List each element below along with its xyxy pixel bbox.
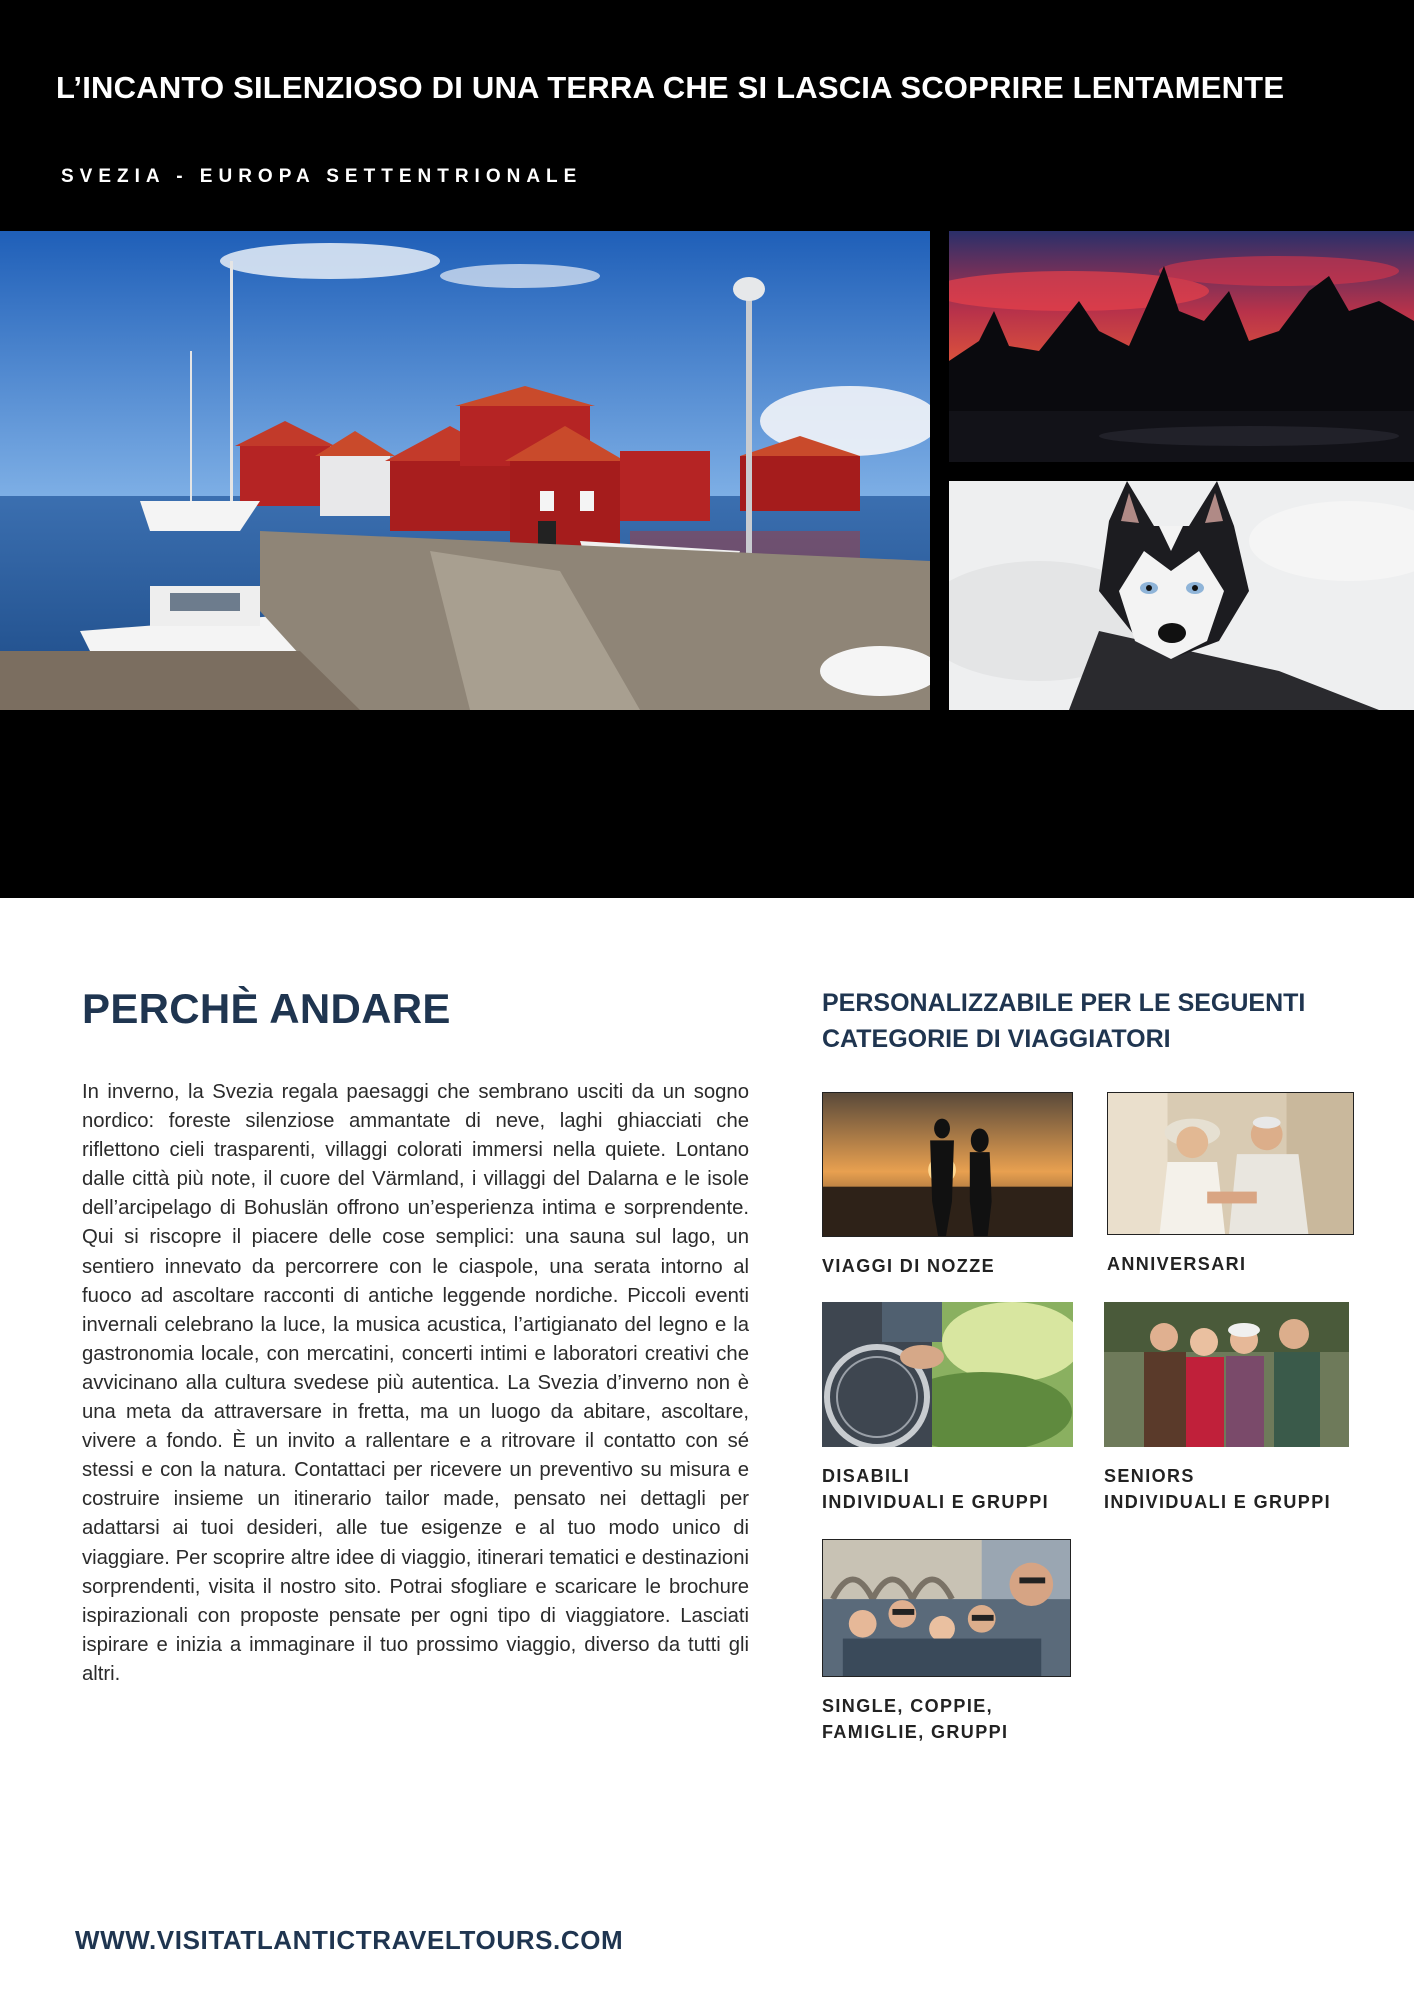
harbour-photo (0, 231, 930, 710)
website-link[interactable]: WWW.VISITATLANTICTRAVELTOURS.COM (75, 1925, 624, 1955)
husky-photo (949, 481, 1414, 710)
seniors-photo (1104, 1302, 1349, 1447)
page-subtitle: SVEZIA - EUROPA SETTENTRIONALE (61, 166, 583, 187)
category-families-sublabel: FAMIGLIE, GRUPPI (822, 1722, 1009, 1742)
category-seniors (1104, 1302, 1349, 1515)
category-honeymoon-label: VIAGGI DI NOZZE (822, 1256, 996, 1276)
category-seniors-label: SENIORS (1104, 1466, 1195, 1486)
category-families-label: SINGLE, COPPIE, (822, 1696, 994, 1716)
category-honeymoon (822, 1092, 1073, 1279)
anniversaries-photo (1107, 1092, 1354, 1235)
category-seniors-sublabel: INDIVIDUALI E GRUPPI (1104, 1492, 1332, 1512)
categories-heading: PERSONALIZZABILE PER LE SEGUENTI CATEGORIE DI VIAGGIATORI (822, 989, 1306, 1053)
category-disabled (822, 1302, 1073, 1515)
disabled-photo (822, 1302, 1073, 1447)
honeymoon-photo (822, 1092, 1073, 1237)
families-photo (822, 1539, 1071, 1677)
category-disabled-label: DISABILI (822, 1466, 911, 1486)
category-disabled-sublabel: INDIVIDUALI E GRUPPI (822, 1492, 1050, 1512)
category-anniversaries (1107, 1092, 1354, 1277)
sunset-forest-photo (949, 231, 1414, 462)
page-title: L’INCANTO SILENZIOSO DI UNA TERRA CHE SI LASCIA SCOPRIRE LENTAMENTE (56, 70, 1285, 105)
why-go-body: In inverno, la Svezia regala paesaggi che sembrano usciti da un sogno nordico: foreste silenziose ammantate di neve, laghi ghiacciati che riflettono cieli trasparenti, villaggi colorati immersi nella quiete. Lontano dalle città più note, il cuore del Värmland, i villaggi del Dalarna e le isole dell’arcipelago di Bohuslän offrono un’esperienza intima e sorprendente. Qui si riscopre il piacere delle cose semplici: una sauna sul lago, un sentiero innevato da percorrere con le ciaspole, una serata intorno al fuoco ad ascoltare racconti di antiche leggende nordiche. Piccoli eventi invernali celebrano la luce, la musica acustica, l’artigianato del legno e la gastronomia locale, con mercatini, concerti intimi e laboratori creativi che avvicinano alla cultura svedese più autentica. La Svezia d’inverno non è una meta da attraversare in fretta, ma un luogo da abitare, ascoltare, vivere a fondo. È un invito a rallentare e a ritrovare il contatto con sé stessi e con la natura. Contattaci per ricevere un preventivo su misura e costruire insieme un itinerario tailor made, pensato nei dettagli per adattarsi ai tuoi desideri, alle tue esigenze e al tuo modo unico di viaggiare. Per scoprire altre idee di viaggio, itinerari tematici e destinazioni sorprendenti, visita il nostro sito. Potrai sfogliare e scaricare le brochure ispirazionali con proposte pensate per ogni tipo di viaggiatore. Lasciati ispirare e inizia a immaginare il tuo prossimo viaggio, diverso da tutti gli altri. (82, 1081, 749, 1685)
category-anniversaries-label: ANNIVERSARI (1107, 1254, 1247, 1274)
why-go-title: PERCHÈ ANDARE (82, 985, 451, 1032)
category-families (822, 1539, 1071, 1745)
